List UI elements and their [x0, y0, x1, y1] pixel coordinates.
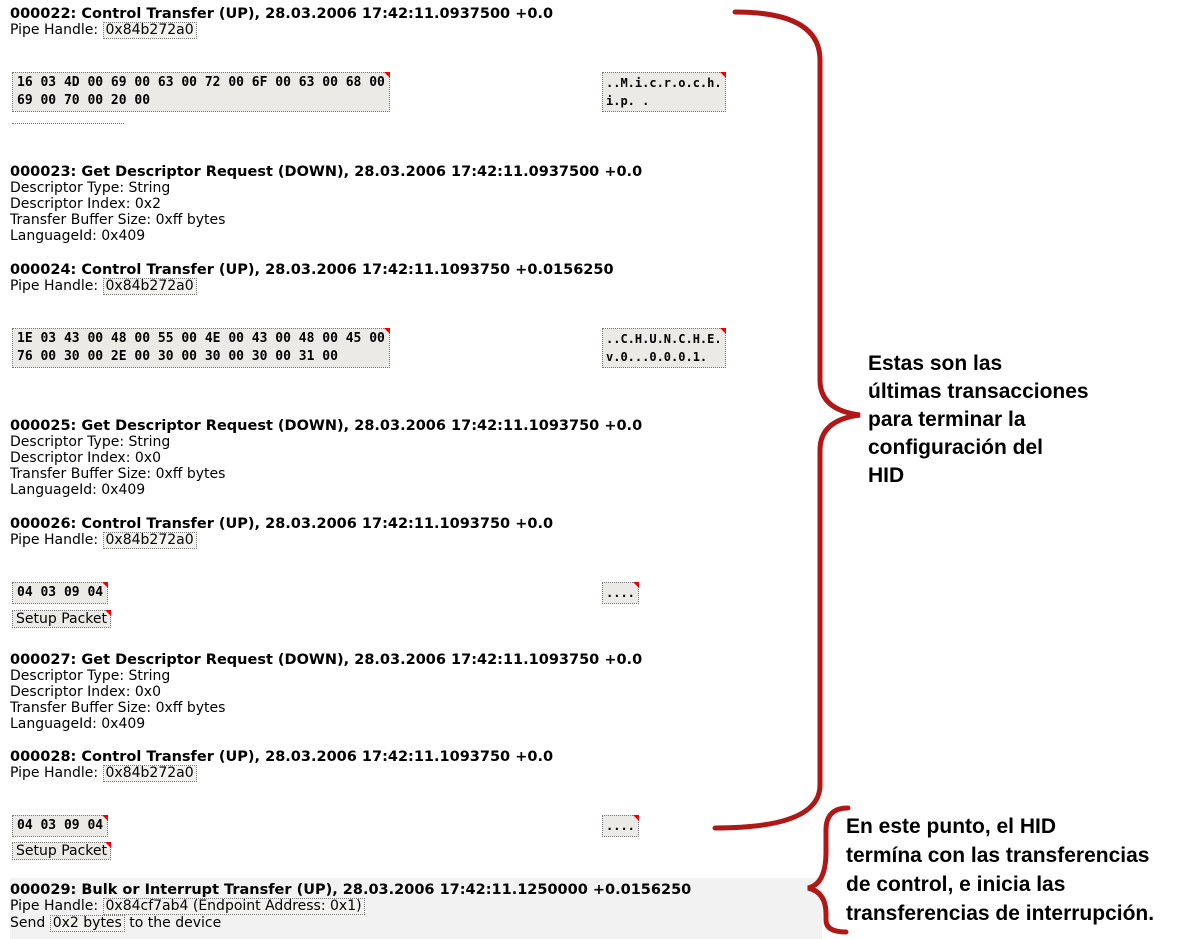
pipe-handle-label: Pipe Handle:: [10, 765, 103, 781]
annotation-lower: En este punto, el HID termína con las transferencias de control, e inicia las transferencias de interrupción.: [846, 815, 1155, 925]
send-suffix: to the device: [124, 915, 222, 931]
descriptor-index: Descriptor Index: 0x0: [10, 450, 161, 466]
transfer-buffer-size: Transfer Buffer Size: 0xff bytes: [10, 700, 226, 716]
send-prefix: Send: [10, 915, 50, 931]
ascii-dump-block[interactable]: ..M.i.c.r.o.c.h. i.p. .: [602, 72, 726, 112]
pipe-handle-value[interactable]: 0x84b272a0: [103, 532, 197, 549]
hex-bytes: 1E 03 43 00 48 00 55 00 4E 00 43 00 48 00 45 00 76 00 30 00 2E 00 30 00 30 00 30 00 31 00: [17, 331, 385, 364]
pipe-handle-label: Pipe Handle:: [10, 278, 103, 294]
setup-packet-button[interactable]: Setup Packet: [12, 842, 111, 860]
descriptor-index: Descriptor Index: 0x2: [10, 196, 161, 212]
ascii-dump-block[interactable]: ..C.H.U.N.C.H.E. v.0...0.0.0.1.: [602, 328, 726, 368]
descriptor-type: Descriptor Type: String: [10, 180, 171, 196]
language-id: LanguageId: 0x409: [10, 716, 146, 732]
annotation-upper: Estas son las últimas transacciones para terminar la configuración del HID: [868, 352, 1089, 487]
send-bytes-value[interactable]: 0x2 bytes: [50, 915, 125, 932]
lower-curly-bracket: [808, 808, 848, 932]
transfer-buffer-size: Transfer Buffer Size: 0xff bytes: [10, 212, 226, 228]
entry-title: 000025: Get Descriptor Request (DOWN), 28.03.2006 17:42:11.1093750 +0.0: [10, 418, 643, 434]
pipe-handle-label: Pipe Handle:: [10, 532, 103, 548]
entry-title: 000026: Control Transfer (UP), 28.03.2006 17:42:11.1093750 +0.0: [10, 516, 554, 532]
hex-bytes: 16 03 4D 00 69 00 63 00 72 00 6F 00 63 00 68 00 69 00 70 00 20 00: [17, 75, 385, 108]
language-id: LanguageId: 0x409: [10, 228, 146, 244]
pipe-handle-value[interactable]: 0x84b272a0: [103, 278, 197, 295]
descriptor-index: Descriptor Index: 0x0: [10, 684, 161, 700]
entry-title: 000024: Control Transfer (UP), 28.03.2006 17:42:11.1093750 +0.0156250: [10, 262, 614, 278]
transfer-buffer-size: Transfer Buffer Size: 0xff bytes: [10, 466, 226, 482]
ascii-dump-block[interactable]: ....: [602, 815, 639, 837]
pipe-handle-value[interactable]: 0x84cf7ab4 (Endpoint Address: 0x1): [103, 898, 365, 915]
setup-packet-button[interactable]: Setup Packet: [12, 610, 111, 628]
hex-bytes: 04 03 09 04: [17, 818, 104, 833]
pipe-handle-value[interactable]: 0x84b272a0: [103, 765, 197, 782]
language-id: LanguageId: 0x409: [10, 482, 146, 498]
entry-title: 000028: Control Transfer (UP), 28.03.2006 17:42:11.1093750 +0.0: [10, 749, 554, 765]
entry-title: 000029: Bulk or Interrupt Transfer (UP), 28.03.2006 17:42:11.1250000 +0.0156250: [10, 882, 692, 898]
entry-title: 000023: Get Descriptor Request (DOWN), 28.03.2006 17:42:11.0937500 +0.0: [10, 164, 643, 180]
entry-title: 000022: Control Transfer (UP), 28.03.2006 17:42:11.0937500 +0.0: [10, 6, 554, 22]
upper-curly-bracket: [715, 12, 860, 828]
pipe-handle-label: Pipe Handle:: [10, 22, 103, 38]
pipe-handle-label: Pipe Handle:: [10, 898, 103, 914]
pipe-handle-value[interactable]: 0x84b272a0: [103, 22, 197, 39]
ascii-dump-block[interactable]: ....: [602, 582, 639, 604]
descriptor-type: Descriptor Type: String: [10, 434, 171, 450]
entry-title: 000027: Get Descriptor Request (DOWN), 28.03.2006 17:42:11.1093750 +0.0: [10, 652, 643, 668]
hex-bytes: 04 03 09 04: [17, 585, 104, 600]
descriptor-type: Descriptor Type: String: [10, 668, 171, 684]
